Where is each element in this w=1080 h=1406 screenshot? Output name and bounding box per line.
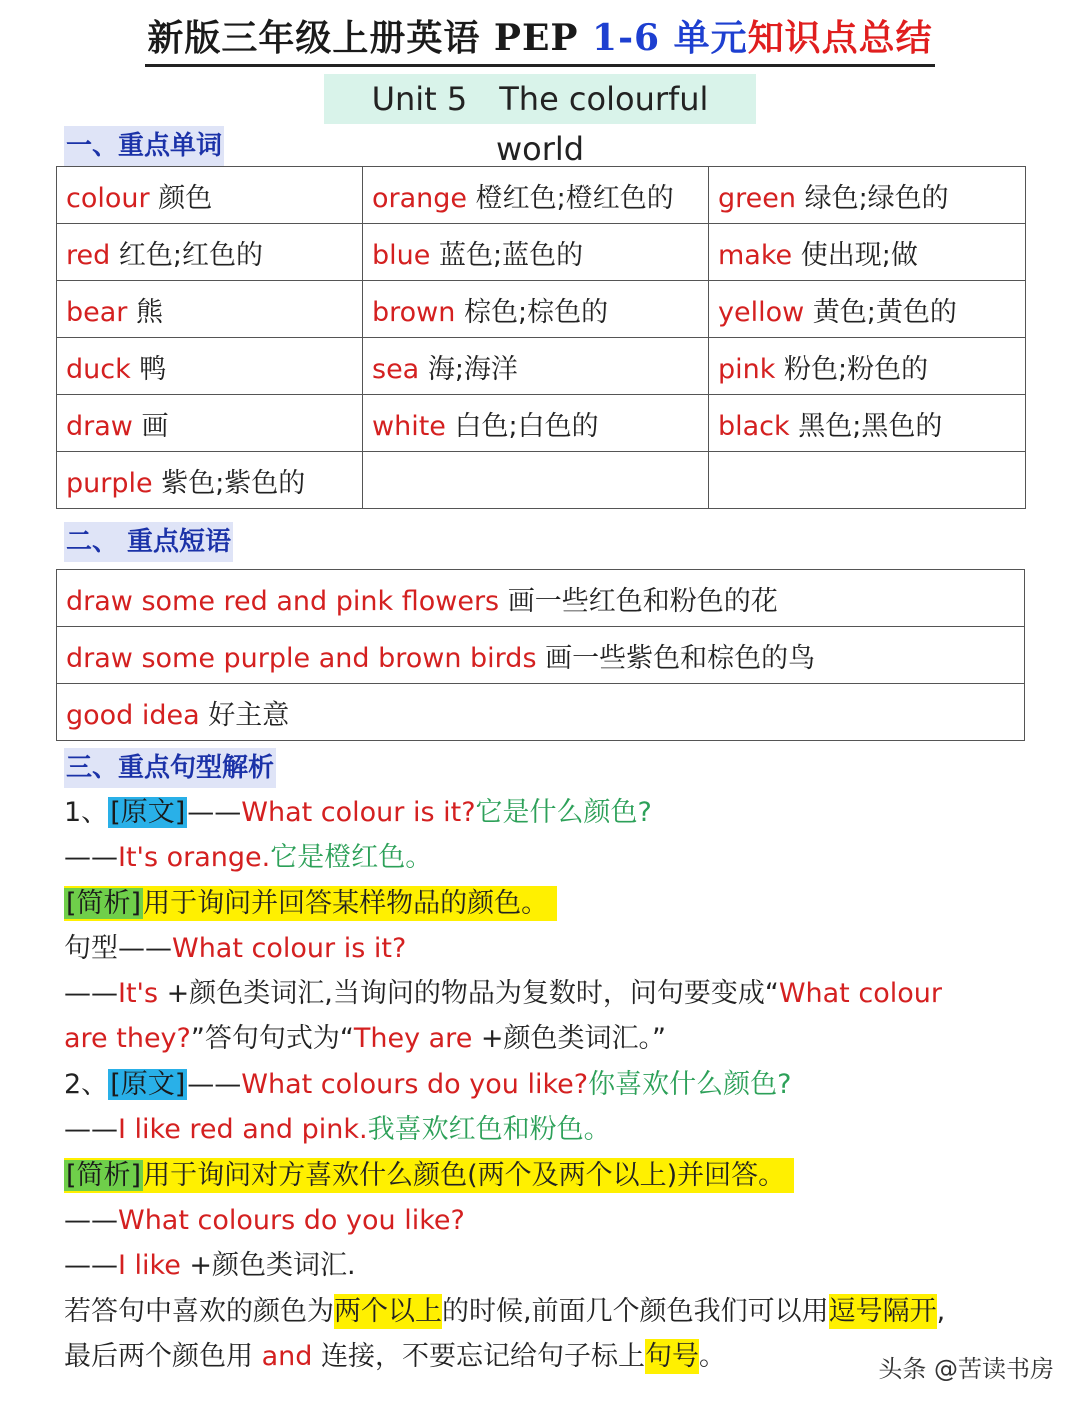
vocab-meaning: 海;海洋 [427, 353, 518, 385]
note-p3: , [936, 1296, 946, 1327]
vocab-cell [57, 167, 363, 224]
vocab-word: blue [372, 239, 431, 271]
vocab-cell [363, 167, 709, 224]
s2-a-dash: —— [64, 1114, 118, 1145]
watermark: 头条 @苦读书房 [878, 1355, 1054, 1383]
note-p5: 连接，不要忘记给句子标上 [312, 1341, 645, 1372]
unit-banner [324, 74, 756, 168]
note-line-1 [64, 1292, 945, 1332]
vocab-meaning: 熊 [136, 296, 163, 328]
vocab-word: draw [66, 410, 133, 442]
vocab-cell [57, 281, 363, 338]
s1-pa-3: What colour [778, 978, 942, 1009]
s1-pa-2: +颜色类词汇,当询问的物品为复数时，问句要变成“ [158, 978, 779, 1009]
s2-pattern-q-en: What colours do you like? [118, 1205, 465, 1236]
vocab-cell [709, 395, 1026, 452]
s1-dash: —— [187, 797, 242, 828]
s1-a-zh: 它是橙红色。 [270, 842, 433, 873]
section1-heading: 一、重点单词 [64, 126, 224, 166]
s2-answer [64, 1110, 611, 1150]
vocab-word: green [718, 182, 796, 214]
vocab-word: white [372, 410, 446, 442]
s2-pq-dash: —— [64, 1205, 118, 1236]
s2-pattern-a [64, 1246, 356, 1286]
vocab-meaning: 鸭 [139, 353, 167, 385]
vocab-row [57, 224, 1026, 281]
s1-pa-1: It's [118, 978, 159, 1009]
s1-a-dash: —— [64, 842, 118, 873]
phrase-en: draw some red and pink flowers [66, 585, 500, 617]
vocab-word: make [718, 239, 793, 271]
s2-a-zh: 我喜欢红色和粉色。 [367, 1114, 611, 1145]
s2-question [64, 1065, 791, 1105]
phrase-en: draw some purple and brown birds [66, 642, 537, 674]
vocab-word: bear [66, 296, 128, 328]
phrase-zh: 画一些紫色和棕色的鸟 [545, 642, 816, 674]
vocab-meaning: 紫色;紫色的 [161, 467, 306, 499]
s1-pa-4: are they? [64, 1023, 191, 1054]
vocab-meaning: 蓝色;蓝色的 [438, 239, 584, 271]
s2-q-zh: 你喜欢什么颜色? [588, 1069, 792, 1100]
vocab-meaning: 绿色;绿色的 [804, 182, 949, 214]
vocab-cell [57, 224, 363, 281]
vocab-word: orange [372, 182, 468, 214]
s1-tag: [原文] [110, 797, 186, 828]
vocab-cell [709, 281, 1026, 338]
s1-num: 1、 [64, 797, 109, 828]
vocab-cell [363, 338, 709, 395]
vocab-cell [363, 395, 709, 452]
vocab-meaning: 颜色 [158, 182, 213, 214]
vocab-row [57, 395, 1026, 452]
vocab-row [57, 452, 1026, 509]
note-p2: 的时候,前面几个颜色我们可以用 [442, 1296, 829, 1327]
s2-pa-dash: —— [64, 1250, 118, 1281]
phrase-row [57, 627, 1025, 684]
vocab-row [57, 338, 1026, 395]
phrase-zh: 好主意 [208, 699, 290, 731]
note-h1: 两个以上 [334, 1296, 442, 1327]
s1-q-zh: 它是什么颜色? [475, 797, 652, 828]
s1-pattern-label: 句型 [64, 933, 118, 964]
vocab-word: purple [66, 467, 153, 499]
s1-a-en: It's orange. [118, 842, 271, 873]
s1-pa-5: ”答句句式为“ [190, 1023, 354, 1054]
s1-question [64, 793, 652, 833]
vocab-meaning: 黑色;黑色的 [798, 410, 943, 442]
s2-a-en: I like red and pink. [118, 1114, 368, 1145]
page-title [0, 14, 1080, 67]
s1-analysis-tag: [简析] [66, 888, 142, 919]
s2-dash: —— [187, 1069, 242, 1100]
s1-pattern-q [64, 929, 406, 969]
phrase-row [57, 684, 1025, 741]
s1-pa-dash: —— [64, 978, 118, 1009]
vocab-word: brown [372, 296, 456, 328]
phrase-zh: 画一些红色和粉色的花 [507, 585, 778, 617]
phrase-en: good idea [66, 699, 200, 731]
vocab-cell [363, 281, 709, 338]
vocab-cell [363, 224, 709, 281]
phrase-table [56, 569, 1025, 741]
s1-pattern-q-en: What colour is it? [172, 933, 407, 964]
s1-pattern-a [64, 974, 942, 1014]
title-part2: 1-6 单元 [592, 17, 748, 59]
s2-tag: [原文] [110, 1069, 186, 1100]
phrase-row [57, 570, 1025, 627]
note-p6: 。 [698, 1341, 726, 1372]
vocab-word: red [66, 239, 111, 271]
vocab-cell [709, 338, 1026, 395]
vocab-word: sea [372, 353, 420, 385]
unit-label: Unit 5 [371, 80, 468, 118]
s1-p-dash: —— [118, 933, 172, 964]
s2-pattern-a-en: I like [118, 1250, 181, 1281]
s2-analysis-text: 用于询问对方喜欢什么颜色(两个及两个以上)并回答。 [143, 1160, 786, 1191]
vocab-cell [363, 452, 709, 509]
section2-heading: 二、 重点短语 [64, 522, 233, 562]
phrase-cell [57, 627, 1025, 684]
title-part3: 知识点总结 [747, 17, 933, 59]
vocab-meaning: 使出现;做 [800, 239, 918, 271]
s2-pattern-a-zh: +颜色类词汇. [180, 1250, 356, 1281]
title-part1: 新版三年级上册英语 PEP [147, 17, 593, 59]
vocab-meaning: 橙红色;橙红色的 [475, 182, 674, 214]
vocab-cell [57, 452, 363, 509]
s1-q-en: What colour is it? [241, 797, 476, 828]
vocab-meaning: 画 [141, 410, 169, 442]
note-h3: 句号 [644, 1341, 699, 1372]
s2-analysis [64, 1156, 794, 1196]
vocab-meaning: 黄色;黄色的 [812, 296, 957, 328]
vocab-word: colour [66, 182, 150, 214]
s2-pattern-q [64, 1201, 465, 1241]
phrase-cell [57, 570, 1025, 627]
vocab-word: pink [718, 353, 776, 385]
vocab-word: yellow [718, 296, 805, 328]
vocab-cell [57, 395, 363, 452]
s1-analysis-text: 用于询问并回答某样物品的颜色。 [143, 888, 549, 919]
vocab-row [57, 281, 1026, 338]
section3-heading: 三、重点句型解析 [64, 748, 276, 788]
s1-pa-7: +颜色类词汇。” [472, 1023, 667, 1054]
s1-analysis [64, 884, 557, 924]
s2-analysis-tag: [简析] [66, 1160, 142, 1191]
s2-q-en: What colours do you like? [241, 1069, 589, 1100]
vocab-cell [709, 167, 1026, 224]
vocab-word: duck [66, 353, 131, 385]
note-p1: 若答句中喜欢的颜色为 [64, 1296, 334, 1327]
vocab-row [57, 167, 1026, 224]
vocab-cell [57, 338, 363, 395]
note-h2: 逗号隔开 [828, 1296, 937, 1327]
phrase-cell [57, 684, 1025, 741]
s2-num: 2、 [64, 1069, 109, 1100]
s1-answer [64, 838, 432, 878]
note-line-2 [64, 1337, 726, 1377]
s1-pattern-a-cont [64, 1019, 666, 1059]
vocab-cell [709, 224, 1026, 281]
vocab-cell [709, 452, 1026, 509]
unit-name: The colourful world [495, 80, 709, 168]
vocab-meaning: 白色;白色的 [454, 410, 599, 442]
vocab-meaning: 棕色;棕色的 [463, 296, 609, 328]
vocab-word: black [718, 410, 790, 442]
note-and: and [261, 1341, 313, 1372]
vocab-meaning: 红色;红色的 [118, 239, 263, 271]
note-p4: 最后两个颜色用 [64, 1341, 262, 1372]
vocab-table [56, 166, 1026, 509]
s1-pa-6: They are [353, 1023, 473, 1054]
vocab-meaning: 粉色;粉色的 [783, 353, 929, 385]
